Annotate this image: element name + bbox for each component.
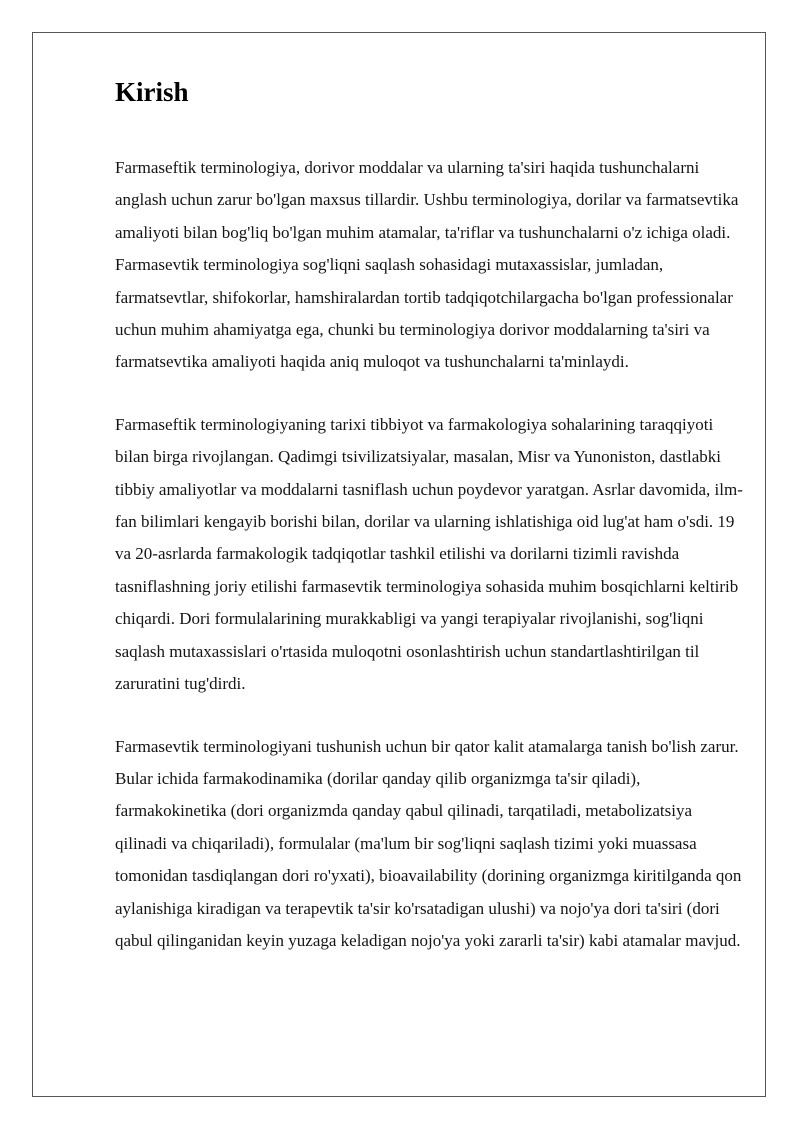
paragraph-3: Farmasevtik terminologiyani tushunish uchun bir qator kalit atamalarga tanish bo'lish zarur. Bular ichida farmakodinamika (dorilar qanday qilib organizmga ta'sir qiladi), farmakokinetika (dori organizmda qanday qabul qilinadi, tarqatiladi, metabolizatsiya qilinadi va chiqariladi), formulalar (ma'lum bir sog'liqni saqlash tizimi yoki muassasa tomonidan tasdiqlangan dori ro'yxati), bioavailability (dorining organizmga kiritilganda qon aylanishiga kiradigan va terapevtik ta'sir ko'rsatadigan ulushi) va nojo'ya dori ta'siri (dori qabul qilinganidan keyin yuzaga keladigan nojo'ya yoki zararli ta'sir) kabi atamalar mavjud. [115, 736, 742, 950]
paragraph-2: Farmaseftik terminologiyaning tarixi tibbiyot va farmakologiya sohalarining taraqqiyoti bilan birga rivojlangan. Qadimgi tsivilizatsiyalar, masalan, Misr va Yunoniston, dastlabki tibbiy amaliyotlar va moddalarni tasniflash uchun poydevor yaratgan. Asrlar davomida, ilm-fan bilimlari kengayib borishi bilan, dorilar va ularning ishlatishiga oid lug'at ham o'sdi. 19 va 20-asrlarda farmakologik tadqiqotlar tashkil etilishi va dorilarni tizimli ravishda tasniflashning joriy etilishi farmasevtik terminologiya sohasida muhim bosqichlarni keltirib chiqardi. Dori formulalarining murakkabligi va yangi terapiyalar rivojlanishi, sog'liqni saqlash mutaxassislari o'rtasida muloqotni osonlashtirish uchun standartlashtirilgan til zaruratini tug'dirdi. [115, 414, 743, 694]
paragraph-1: Farmaseftik terminologiya, dorivor moddalar va ularning ta'siri haqida tushunchalarni anglash uchun zarur bo'lgan maxsus tillardir. Ushbu terminologiya, dorilar va farmatsevtika amaliyoti bilan bog'liq bo'lgan muhim atamalar, ta'riflar va tushunchalarni o'z ichiga oladi. Farmasevtik terminologiya sog'liqni saqlash sohasidagi mutaxassislar, jumladan, farmatsevtlar, shifokorlar, hamshiralardan tortib tadqiqotchilargacha bo'lgan professionalar uchun muhim ahamiyatga ega, chunki bu terminologiya dorivor moddalarning ta'siri va farmatsevtika amaliyoti haqida aniq muloqot va tushunchalarni ta'minlaydi. [115, 158, 739, 372]
section-heading: Kirish [115, 77, 189, 107]
document-body [115, 74, 745, 987]
